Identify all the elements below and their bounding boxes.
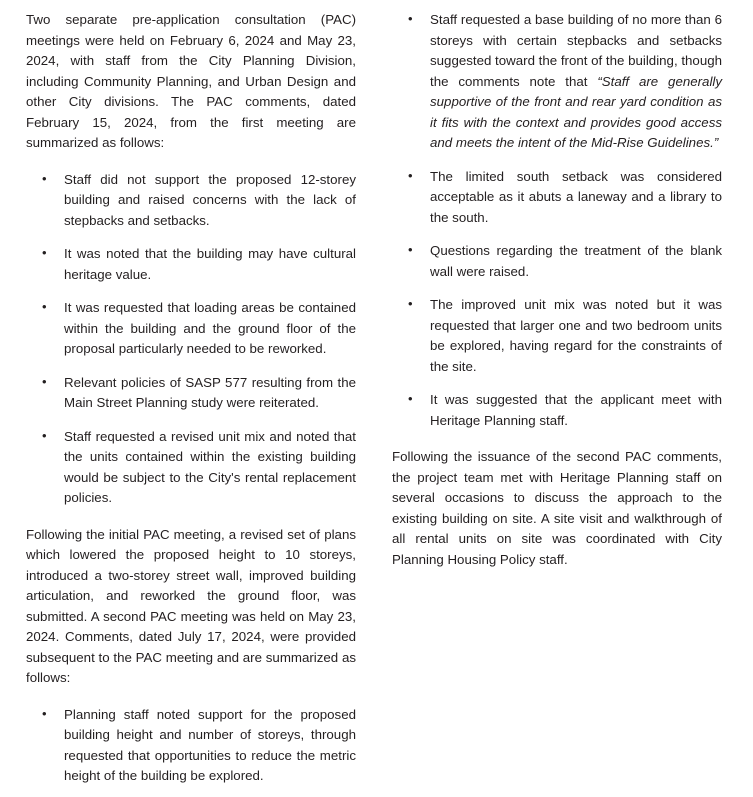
list-item: • Relevant policies of SASP 577 resulting from the Main Street Planning study were reiterated. [26,373,356,414]
second-meeting-bullet-list-continued [392,10,722,431]
list-item: • The improved unit mix was noted but it was requested that larger one and two bedroom units be explored, having regard for the constraints of the site. [392,295,722,377]
bullet-quote: “Staff are generally supportive of the front and rear yard condition as it fits with the context and provides good access and meets the intent of the Mid-Rise Guidelines.” [430,73,723,150]
list-item: • Planning staff noted support for the proposed building height and number of storeys, through requested that opportunities to reduce the metric height of the building be explored. [26,705,356,787]
list-item [392,10,722,154]
two-column-layout [26,10,723,787]
bullet-text: Staff requested a base building of no more than 6 storeys with certain stepbacks and setbacks suggested toward the front of the building, though the comments note that [430,12,722,89]
first-meeting-bullet-list [26,170,356,509]
left-column [26,10,356,787]
list-item: • It was requested that loading areas be contained within the building and the ground floor of the proposal particularly needed to be reworked. [26,298,356,360]
list-item: • Staff did not support the proposed 12-storey building and raised concerns with the lack of stepbacks and setbacks. [26,170,356,232]
second-meeting-paragraph: Following the initial PAC meeting, a revised set of plans which lowered the proposed height to 10 storeys, introduced a two-storey street wall, improved building articulation, and reworked the ground floor, was submitted. A second PAC meeting was held on May 23, 2024. Comments, dated July 17, 2024, were provided subsequent to the PAC meeting and are summarized as follows: [26,526,356,685]
list-item: • Questions regarding the treatment of the blank wall were raised. [392,241,722,282]
list-item: • It was suggested that the applicant meet with Heritage Planning staff. [392,390,722,431]
list-item: • It was noted that the building may have cultural heritage value. [26,244,356,285]
intro-paragraph: Two separate pre-application consultation (PAC) meetings were held on February 6, 2024 and May 23, 2024, with staff from the City Planning Division, including Community Planning, and Urban Design and other City divisions. The PAC comments, dated February 15, 2024, from the first meeting are summarized as follows: [26,12,356,150]
list-item: • The limited south setback was considered acceptable as it abuts a laneway and a library to the south. [392,167,722,229]
list-item: • Staff requested a revised unit mix and noted that the units contained within the existing building would be subject to the City's rental replacement policies. [26,427,356,509]
closing-paragraph: Following the issuance of the second PAC comments, the project team met with Heritage Planning staff on several occasions to discuss the approach to the existing building on site. A site visit and walkthrough of all rental units on site was coordinated with City Planning Housing Policy staff. [392,449,722,567]
right-column [392,10,722,586]
second-meeting-bullet-list [26,705,356,787]
